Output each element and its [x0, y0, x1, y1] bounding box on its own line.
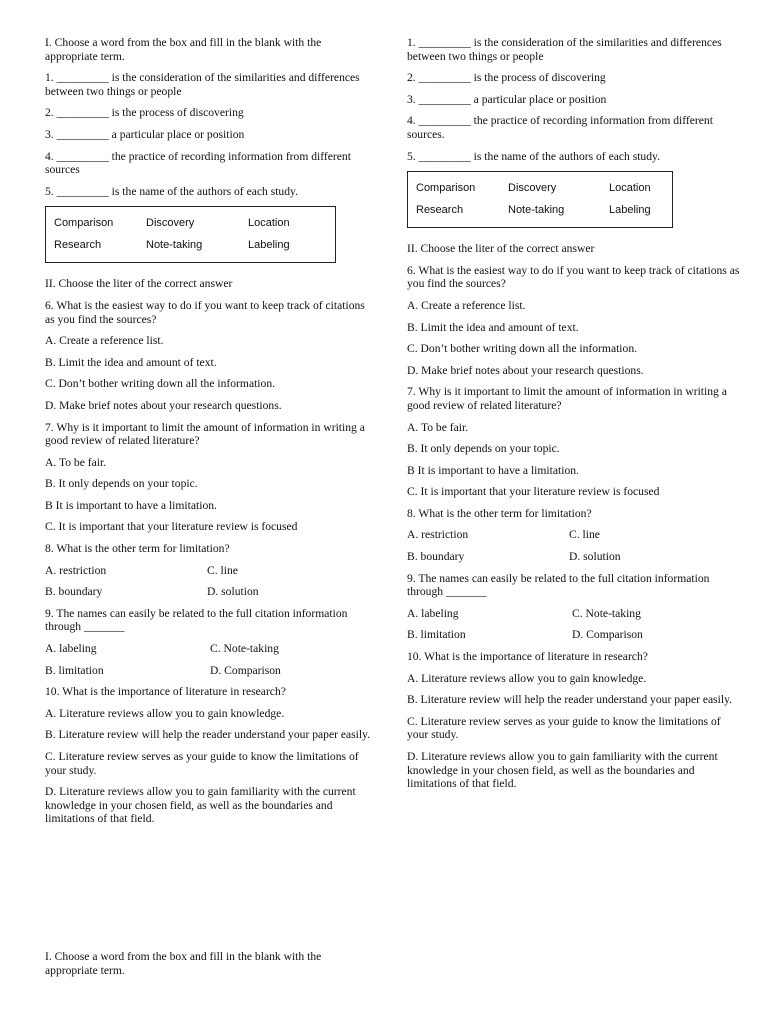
word-labeling: Labeling [248, 239, 290, 252]
fill-blank-item-4: 4. _________ the practice of recording information from different sources [45, 149, 351, 177]
q7-option-c: C. It is important that your literature review is focused [407, 485, 660, 499]
left-column [45, 36, 375, 834]
word-labeling: Labeling [609, 204, 651, 217]
q10-option-b: B. Literature review will help the reader understand your paper easily. [407, 693, 733, 707]
q6-option-c: C. Don’t bother writing down all the information. [407, 342, 638, 356]
q6-option-c: C. Don’t bother writing down all the information. [45, 377, 276, 391]
q7-option-b2: B It is important to have a limitation. [407, 463, 579, 477]
word-box [45, 206, 336, 263]
q8-option-c: C. line [569, 528, 600, 542]
q10-option-d: D. Literature reviews allow you to gain familiarity with the current knowledge in your chosen field, as well as the boundaries and limitations of that field. [407, 750, 718, 791]
q8-options-row [45, 564, 375, 578]
q9-options-row [45, 664, 375, 678]
word-location: Location [609, 182, 651, 195]
q10-option-c: C. Literature review serves as your guide to know the limitations of your study. [407, 714, 721, 742]
question-9: 9. The names can easily be related to the full citation information through _______ [45, 606, 348, 634]
q8-option-d: D. solution [569, 550, 621, 564]
word-research: Research [54, 239, 102, 252]
q9-option-a: A. labeling [407, 606, 459, 620]
q9-options-row [45, 642, 375, 656]
q10-option-d: D. Literature reviews allow you to gain familiarity with the current knowledge in your chosen field, as well as the boundaries and limitations of that field. [45, 785, 356, 826]
q6-option-d: D. Make brief notes about your research questions. [407, 363, 644, 377]
q9-option-a: A. labeling [45, 642, 97, 656]
q9-option-d: D. Comparison [210, 663, 281, 677]
q9-options-row [407, 607, 742, 621]
fill-blank-item-1: 1. _________ is the consideration of the similarities and differences between two things or people [407, 36, 722, 63]
q7-option-a: A. To be fair. [45, 455, 107, 469]
word-box-row [408, 177, 672, 199]
word-box-row [46, 234, 335, 256]
q7-option-a: A. To be fair. [407, 420, 469, 434]
question-7: 7. Why is it important to limit the amount of information in writing a good review of related literature? [407, 385, 727, 412]
question-8: 8. What is the other term for limitation? [407, 506, 592, 520]
question-6: 6. What is the easiest way to do if you want to keep track of citations as you find the sources? [407, 263, 740, 291]
fill-blank-item-2: 2. _________ is the process of discovering [45, 106, 244, 120]
word-comparison: Comparison [416, 182, 476, 195]
question-10: 10. What is the importance of literature in research? [407, 650, 648, 664]
q6-option-a: A. Create a reference list. [45, 334, 164, 348]
q6-option-b: B. Limit the idea and amount of text. [45, 355, 217, 369]
fill-blank-item-2: 2. _________ is the process of discovering [407, 71, 606, 85]
word-note-taking: Note-taking [146, 239, 203, 252]
section-1-instructions-repeat: I. Choose a word from the box and fill in the blank with the appropriate term. [45, 950, 322, 977]
right-column [407, 36, 742, 799]
question-7: 7. Why is it important to limit the amount of information in writing a good review of related literature? [45, 420, 365, 448]
q8-options-row [45, 585, 375, 599]
q10-option-a: A. Literature reviews allow you to gain knowledge. [45, 706, 285, 720]
q10-option-b: B. Literature review will help the reader understand your paper easily. [45, 728, 371, 742]
q8-options-row [407, 550, 742, 564]
word-box-row [46, 212, 335, 234]
q7-option-b2: B It is important to have a limitation. [45, 498, 217, 512]
word-box-row [408, 199, 672, 221]
q6-option-d: D. Make brief notes about your research questions. [45, 398, 282, 412]
q8-option-a: A. restriction [407, 528, 469, 542]
fill-blank-item-3: 3. _________ a particular place or position [45, 127, 245, 141]
q9-option-c: C. Note-taking [210, 642, 279, 656]
question-9: 9. The names can easily be related to the full citation information through _______ [407, 571, 710, 599]
word-comparison: Comparison [54, 217, 114, 230]
q9-option-d: D. Comparison [572, 628, 643, 642]
section-2-instructions: II. Choose the liter of the correct answer [407, 242, 595, 256]
fill-blank-item-5: 5. _________ is the name of the authors of each study. [407, 149, 660, 163]
q10-option-a: A. Literature reviews allow you to gain knowledge. [407, 671, 647, 685]
q8-option-b: B. boundary [45, 585, 103, 599]
word-note-taking: Note-taking [508, 204, 565, 217]
question-10: 10. What is the importance of literature in research? [45, 685, 286, 699]
q9-option-c: C. Note-taking [572, 606, 641, 620]
section-2-instructions: II. Choose the liter of the correct answer [45, 277, 233, 291]
q8-option-d: D. solution [207, 585, 259, 599]
q8-option-b: B. boundary [407, 550, 465, 564]
q6-option-a: A. Create a reference list. [407, 298, 526, 312]
question-6: 6. What is the easiest way to do if you want to keep track of citations as you find the sources? [45, 298, 365, 326]
word-location: Location [248, 217, 290, 230]
fill-blank-item-4: 4. _________ the practice of recording information from different sources. [407, 114, 713, 141]
q7-option-b: B. It only depends on your topic. [45, 477, 198, 491]
footer-section [45, 950, 375, 985]
q7-option-b: B. It only depends on your topic. [407, 442, 560, 456]
word-discovery: Discovery [146, 217, 195, 230]
word-discovery: Discovery [508, 182, 557, 195]
fill-blank-item-5: 5. _________ is the name of the authors of each study. [45, 184, 298, 198]
q9-options-row [407, 628, 742, 642]
fill-blank-item-1: 1. _________ is the consideration of the similarities and differences between two things or people [45, 71, 360, 98]
word-box [407, 171, 673, 228]
q8-option-a: A. restriction [45, 563, 107, 577]
q7-option-c: C. It is important that your literature review is focused [45, 520, 298, 534]
q9-option-b: B. limitation [45, 663, 104, 677]
q9-option-b: B. limitation [407, 628, 466, 642]
q8-options-row [407, 528, 742, 542]
q8-option-c: C. line [207, 563, 238, 577]
q6-option-b: B. Limit the idea and amount of text. [407, 320, 579, 334]
word-research: Research [416, 204, 464, 217]
q10-option-c: C. Literature review serves as your guide to know the limitations of your study. [45, 750, 359, 777]
question-8: 8. What is the other term for limitation? [45, 542, 230, 556]
fill-blank-item-3: 3. _________ a particular place or position [407, 92, 607, 106]
section-1-instructions: I. Choose a word from the box and fill in the blank with the appropriate term. [45, 36, 322, 63]
